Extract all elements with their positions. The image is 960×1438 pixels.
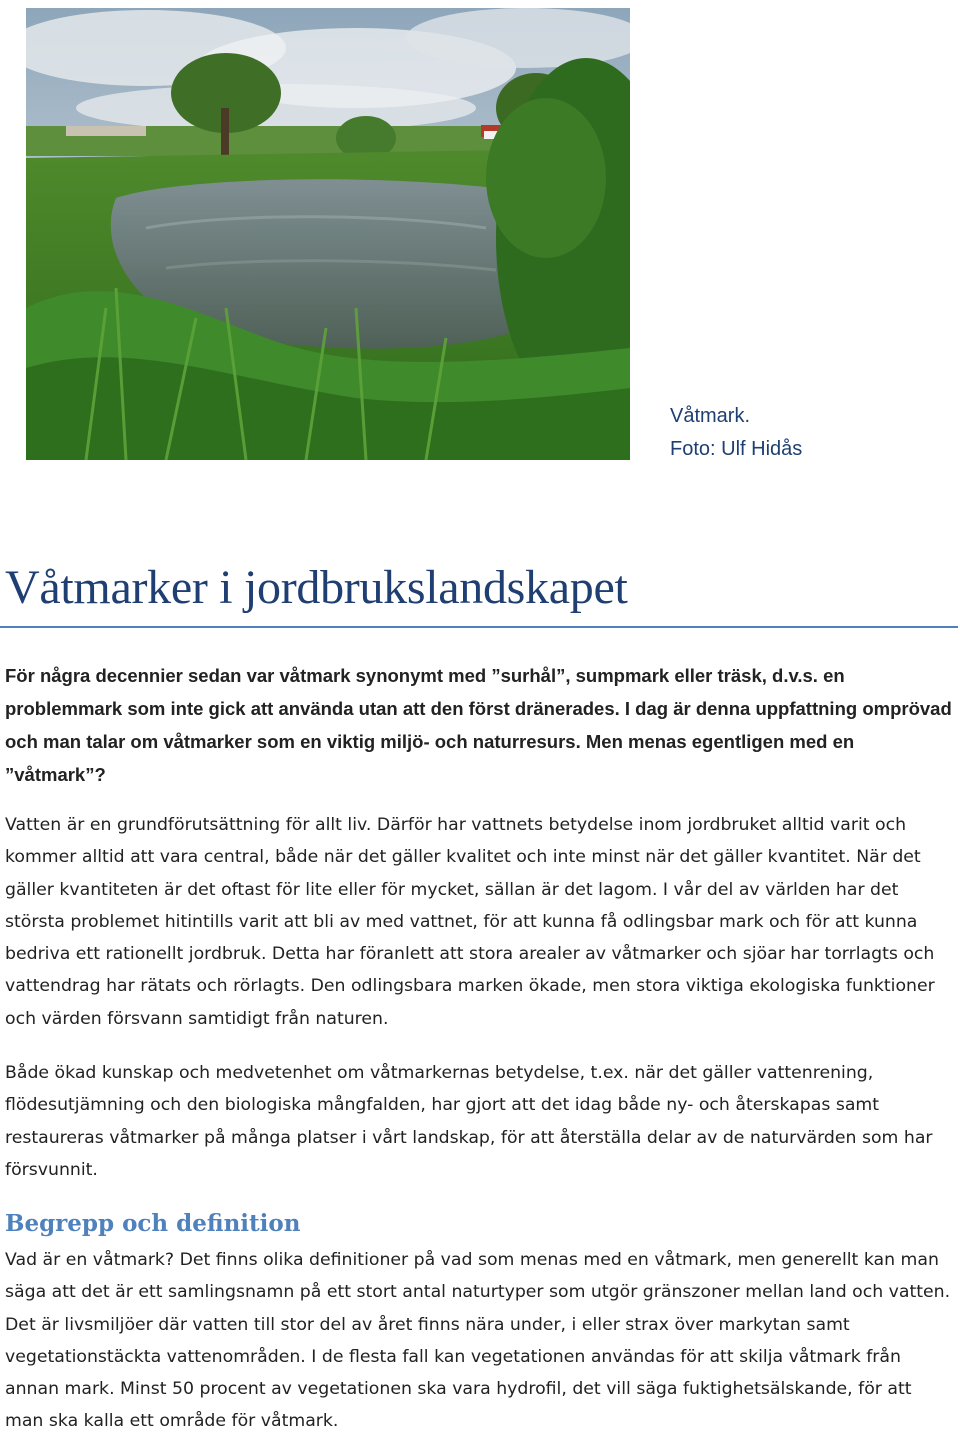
title-underline bbox=[0, 626, 958, 628]
body-paragraph-3: Vad är en våtmark? Det finns olika definitioner på vad som menas med en våtmark, men generellt kan man säga att det är ett samlingsnamn på ett stort antal naturtyper som utgör gränszoner mellan land och vatten. Det är livsmiljöer där vatten till stor del av året finns nära under, i eller strax över markytan samt vegetationstäckta vattenområden. I de flesta fall kan vegetationen användas för att skilja våtmark från annan mark. Minst 50 procent av vegetationen ska vara hydrofil, det vill säga fuktighetsälskande, för att man ska kalla ett område för våtmark. bbox=[5, 1250, 951, 1432]
wetland-photo-illustration bbox=[26, 8, 630, 460]
body-paragraph-1: Vatten är en grundförutsättning för allt liv. Därför har vattnets betydelse inom jordbruket alltid varit och kommer alltid att vara central, både när det gäller kvalitet och inte minst när det gäller kvantitet. När det gäller kvantiteten är det oftast för lite eller för mycket, sällan är det lagom. I vår del av världen har det största problemet hitintills varit att bli av med vattnet, för att kunna få odlingsbar mark och för att kunna bedriva ett rationellt jordbruk. Detta har föranlett att stora arealer av våtmarker och sjöar har torrlagts och vattendrag har rätats och rörlagts. Den odlingsbara marken ökade, men stora viktiga ekologiska funktioner och värden försvann samtidigt från naturen. bbox=[5, 815, 935, 1029]
body-paragraph-2: Både ökad kunskap och medvetenhet om våtmarkernas betydelse, t.ex. när det gäller vattenrening, flödesutjämning och den biologiska mångfalden, har gjort att det idag både ny- och återskapas samt restaureras våtmarker på många platser i vårt landskap, för att återställa delar av de naturvärden som har försvunnit. bbox=[5, 1063, 933, 1180]
page-title: Våtmarker i jordbrukslandskapet bbox=[5, 561, 628, 614]
photo-caption bbox=[670, 400, 940, 466]
caption-credit: Foto: Ulf Hidås bbox=[670, 438, 803, 460]
intro-paragraph: För några decennier sedan var våtmark synonymt med ”surhål”, sumpmark eller träsk, d.v.s. en problemmark som inte gick att använda utan att den först dränerades. I dag är denna uppfattning omprövad och man talar om våtmarker som en viktig miljö- och naturresurs. Men menas egentligen med en ”våtmark”? bbox=[5, 665, 952, 785]
caption-title: Våtmark. bbox=[670, 405, 751, 427]
section-heading: Begrepp och definition bbox=[5, 1210, 301, 1237]
wetland-photo bbox=[26, 8, 630, 460]
